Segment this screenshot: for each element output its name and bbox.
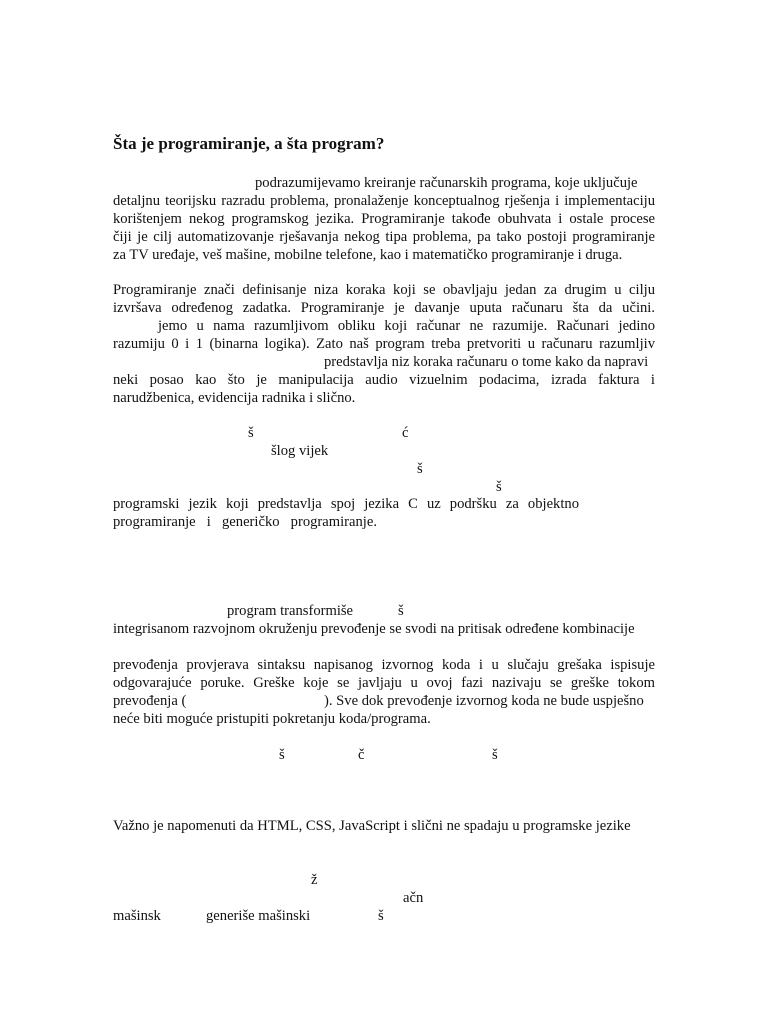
paragraph-1-line-1: podrazumijevamo kreiranje računarskih programa, koje uključuje	[255, 175, 638, 191]
paragraph-1-line-4: čiji je cilj automatizovanje rješavanja nekog tipa problema, pa tako postoji programiranje	[113, 229, 655, 245]
fragment-4a: program transformiše	[227, 603, 354, 619]
fragment-7a: ž	[311, 872, 318, 888]
fragment-6c: š	[492, 747, 498, 763]
paragraph-1	[113, 192, 655, 264]
paragraph-5-line-4: neće biti moguće pristupiti pokretanju koda/programa.	[113, 711, 431, 727]
paragraph-5-line-2: odgovarajuće poruke. Greške koje se javljaju u ovoj fazi nazivaju se greške tokom	[113, 675, 655, 691]
paragraph-2	[113, 281, 655, 317]
paragraph-2-b	[113, 335, 655, 353]
paragraph-2-line-3: jemo u nama razumljivom obliku koji računar ne razumije. Računari jedino	[158, 318, 655, 334]
paragraph-2-line-6: neki posao kao što je manipulacija audio vizuelnim podacima, izrada faktura i	[113, 372, 655, 388]
paragraph-5-line-3a: prevođenja (	[113, 693, 187, 709]
paragraph-3-line-2: programiranje i generičko programiranje.	[113, 514, 377, 530]
fragment-6b: č	[358, 747, 365, 763]
fragment-7c: mašinsk	[113, 908, 161, 924]
paragraph-5-line-3b: ). Sve dok prevođenje izvornog koda ne bude uspješno	[324, 693, 644, 709]
page-title: Šta je programiranje, a šta program?	[113, 134, 385, 153]
fragment-3b: ć	[402, 425, 409, 441]
paragraph-2-line-4: razumiju 0 i 1 (binarna logika). Zato naš program treba pretvoriti u računaru razumljiv	[113, 336, 655, 352]
paragraph-2-line-1: Programiranje znači definisanje niza koraka koji se obavljaju jedan za drugim u cilju	[113, 282, 655, 298]
paragraph-3-line-1: programski jezik koji predstavlja spoj jezika C uz podršku za objektno	[113, 496, 579, 512]
fragment-3a: š	[248, 425, 254, 441]
fragment-7d: generiše mašinski	[206, 908, 311, 924]
paragraph-2-line-5: predstavlja niz koraka računaru o tome kako da napravi	[324, 354, 649, 370]
paragraph-5-line-1: prevođenja provjerava sintaksu napisanog izvornog koda i u slučaju grešaka ispisuje	[113, 657, 655, 673]
fragment-3d: š	[417, 461, 423, 477]
paragraph-3	[113, 495, 579, 513]
paragraph-6: Važno je napomenuti da HTML, CSS, JavaScript i slični ne spadaju u programske jezike	[113, 818, 631, 834]
paragraph-1-line-5: za TV uređaje, veš mašine, mobilne telefone, kao i matematičko programiranje i druga.	[113, 247, 623, 263]
paragraph-1-line-2: detaljnu teorijsku razradu problema, pronalaženje konceptualnog rješenja i implementaciju	[113, 193, 655, 209]
paragraph-2-line-7: narudžbenica, evidencija radnika i slično.	[113, 390, 356, 406]
fragment-3c: šlog vijek	[271, 443, 329, 459]
paragraph-3-b	[113, 513, 377, 531]
paragraph-5	[113, 656, 655, 692]
fragment-6a: š	[279, 747, 285, 763]
fragment-3e: š	[496, 479, 502, 495]
paragraph-4: integrisanom razvojnom okruženju prevođenje se svodi na pritisak određene kombinacije	[113, 621, 635, 637]
fragment-7e: š	[378, 908, 384, 924]
paragraph-1-line-3: korištenjem nekog programskog jezika. Programiranje takođe obuhvata i ostale procese	[113, 211, 655, 227]
fragment-4b: š	[398, 603, 404, 619]
paragraph-2-c	[113, 371, 655, 407]
fragment-7b: ačn	[403, 890, 424, 906]
paragraph-2-line-2: izvršava određenog zadatka. Programiranje je davanje uputa računaru šta da učini.	[113, 300, 655, 316]
